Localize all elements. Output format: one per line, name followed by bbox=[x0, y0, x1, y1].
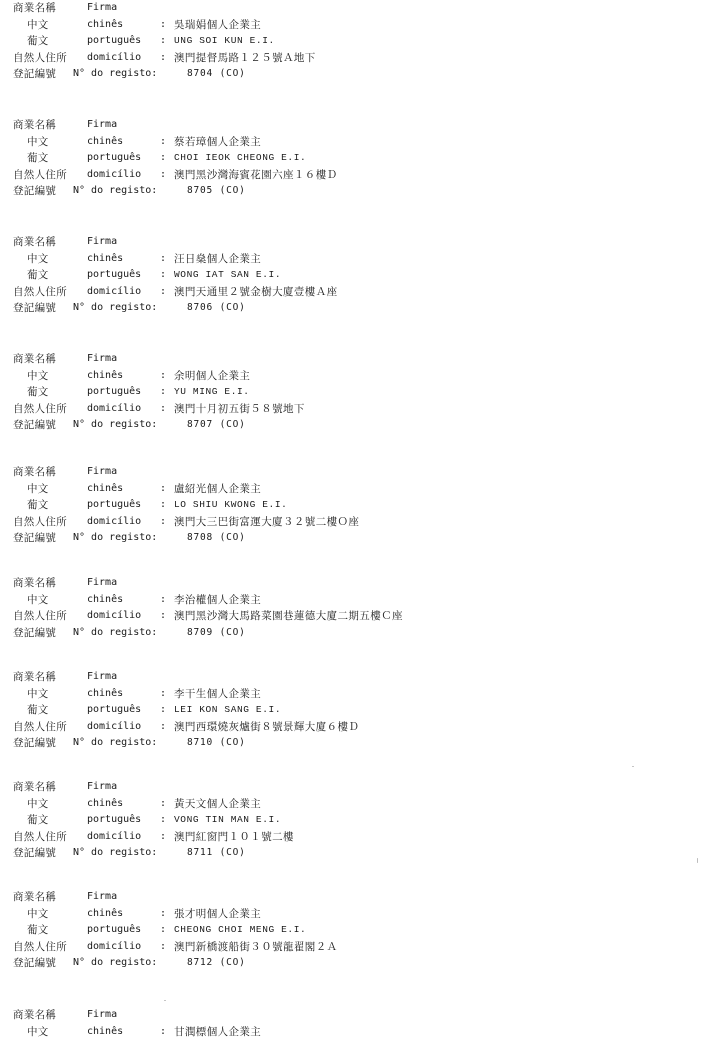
portuguese-name-value: CHOI IEOK CHEONG E.I. bbox=[174, 152, 307, 163]
registry-number: 8705 (CO) bbox=[187, 185, 246, 196]
chinese-name-value: 蔡若璋個人企業主 bbox=[174, 135, 262, 148]
registry-row bbox=[13, 417, 703, 434]
firm-label-zh: 商業名稱 bbox=[13, 781, 57, 793]
registry-number: 8712 (CO) bbox=[187, 957, 246, 968]
chinese-label-zh: 中文 bbox=[27, 797, 49, 810]
chinese-name-row bbox=[13, 592, 703, 609]
chinese-name-row bbox=[13, 17, 703, 34]
domicile-label-zh: 自然人住所 bbox=[13, 940, 67, 953]
domicile-row bbox=[13, 50, 703, 67]
colon: : bbox=[160, 369, 167, 381]
domicile-value: 澳門黑沙灣大馬路菜園巷蓮德大廈二期五樓Ｃ座 bbox=[174, 610, 403, 622]
domicile-label-zh: 自然人住所 bbox=[13, 515, 67, 528]
scan-speck bbox=[697, 858, 698, 863]
registry-entry bbox=[13, 351, 703, 434]
firm-label-pt: Firma bbox=[87, 236, 118, 247]
registry-number: 8707 (CO) bbox=[187, 419, 246, 430]
registry-label-pt: N° do registo: bbox=[73, 302, 158, 313]
domicile-value: 澳門十月初五街５８號地下 bbox=[174, 402, 305, 415]
registry-number: 8711 (CO) bbox=[187, 847, 246, 858]
domicile-label-pt: domicílio bbox=[87, 720, 142, 732]
colon: : bbox=[160, 482, 167, 494]
registry-entry bbox=[13, 669, 703, 752]
firm-label-zh: 商業名稱 bbox=[13, 353, 57, 365]
colon: : bbox=[160, 1025, 167, 1037]
chinese-name-value: 甘潤標個人企業主 bbox=[174, 1025, 262, 1038]
portuguese-name-row bbox=[13, 702, 703, 719]
domicile-value: 澳門紅窗門１０１號二樓 bbox=[174, 830, 294, 843]
colon: : bbox=[160, 35, 167, 46]
colon: : bbox=[160, 924, 167, 935]
registry-label-pt: N° do registo: bbox=[73, 737, 158, 748]
domicile-value: 澳門提督馬路１２５號Ａ地下 bbox=[174, 51, 316, 64]
chinese-label-pt: chinês bbox=[87, 482, 124, 494]
domicile-label-pt: domicílio bbox=[87, 830, 142, 842]
chinese-label-zh: 中文 bbox=[27, 18, 49, 31]
firm-header-row bbox=[13, 669, 703, 686]
domicile-row bbox=[13, 401, 703, 418]
portuguese-name-row bbox=[13, 812, 703, 829]
chinese-name-row bbox=[13, 134, 703, 151]
registry-entry bbox=[13, 234, 703, 317]
chinese-name-value: 吳瑞娟個人企業主 bbox=[174, 18, 262, 31]
firm-header-row bbox=[13, 117, 703, 134]
portuguese-name-row bbox=[13, 384, 703, 401]
chinese-label-pt: chinês bbox=[87, 135, 124, 147]
firm-label-pt: Firma bbox=[87, 781, 118, 792]
registry-entry bbox=[13, 779, 703, 862]
registry-entry bbox=[13, 575, 703, 641]
portuguese-name-row bbox=[13, 267, 703, 284]
firm-label-pt: Firma bbox=[87, 577, 118, 588]
registry-label-pt: N° do registo: bbox=[73, 419, 158, 430]
registry-label-pt: N° do registo: bbox=[73, 847, 158, 858]
colon: : bbox=[160, 499, 167, 510]
colon: : bbox=[160, 51, 167, 63]
registry-row bbox=[13, 183, 703, 200]
firm-header-row bbox=[13, 575, 703, 592]
chinese-name-row bbox=[13, 1024, 703, 1041]
domicile-label-pt: domicílio bbox=[87, 51, 142, 63]
chinese-label-zh: 中文 bbox=[27, 687, 49, 700]
portuguese-name-row bbox=[13, 922, 703, 939]
portuguese-label-pt: português bbox=[87, 269, 142, 280]
chinese-name-value: 李治權個人企業主 bbox=[174, 593, 262, 606]
registry-label-pt: N° do registo: bbox=[73, 957, 158, 968]
firm-header-row bbox=[13, 1007, 703, 1024]
chinese-name-value: 黃天文個人企業主 bbox=[174, 797, 262, 810]
firm-header-row bbox=[13, 234, 703, 251]
chinese-label-zh: 中文 bbox=[27, 593, 49, 606]
colon: : bbox=[160, 402, 167, 414]
chinese-name-row bbox=[13, 796, 703, 813]
registry-entry bbox=[13, 464, 703, 547]
colon: : bbox=[160, 152, 167, 163]
portuguese-name-value: CHEONG CHOI MENG E.I. bbox=[174, 924, 307, 935]
portuguese-label-zh: 葡文 bbox=[27, 35, 49, 47]
portuguese-label-pt: português bbox=[87, 152, 142, 163]
portuguese-label-zh: 葡文 bbox=[27, 924, 49, 936]
colon: : bbox=[160, 797, 167, 809]
domicile-value: 澳門新橋渡船街３０號龍翟閣２Ａ bbox=[174, 940, 338, 953]
portuguese-name-value: WONG IAT SAN E.I. bbox=[174, 269, 282, 280]
chinese-label-zh: 中文 bbox=[27, 369, 49, 382]
firm-header-row bbox=[13, 464, 703, 481]
domicile-label-zh: 自然人住所 bbox=[13, 285, 67, 298]
chinese-label-zh: 中文 bbox=[27, 1025, 49, 1038]
scan-speck bbox=[164, 1000, 166, 1001]
colon: : bbox=[160, 940, 167, 952]
chinese-name-value: 盧紹光個人企業主 bbox=[174, 482, 262, 495]
registry-row bbox=[13, 300, 703, 317]
chinese-label-zh: 中文 bbox=[27, 907, 49, 920]
registry-number: 8708 (CO) bbox=[187, 532, 246, 543]
domicile-label-pt: domicílio bbox=[87, 402, 142, 414]
portuguese-name-value: LO SHIU KWONG E.I. bbox=[174, 499, 288, 510]
portuguese-label-zh: 葡文 bbox=[27, 152, 49, 164]
domicile-row bbox=[13, 514, 703, 531]
portuguese-label-zh: 葡文 bbox=[27, 814, 49, 826]
domicile-row bbox=[13, 829, 703, 846]
domicile-row bbox=[13, 608, 703, 625]
portuguese-name-row bbox=[13, 33, 703, 50]
colon: : bbox=[160, 814, 167, 825]
firm-label-zh: 商業名稱 bbox=[13, 2, 57, 14]
domicile-label-zh: 自然人住所 bbox=[13, 830, 67, 843]
registry-entry bbox=[13, 1007, 703, 1040]
registry-entry bbox=[13, 889, 703, 972]
firm-label-zh: 商業名稱 bbox=[13, 891, 57, 903]
registry-row bbox=[13, 845, 703, 862]
firm-label-zh: 商業名稱 bbox=[13, 671, 57, 683]
portuguese-name-row bbox=[13, 497, 703, 514]
chinese-label-pt: chinês bbox=[87, 907, 124, 919]
registry-entry bbox=[13, 117, 703, 200]
colon: : bbox=[160, 18, 167, 30]
domicile-label-zh: 自然人住所 bbox=[13, 610, 67, 622]
chinese-name-row bbox=[13, 368, 703, 385]
colon: : bbox=[160, 515, 167, 527]
domicile-label-pt: domicílio bbox=[87, 285, 142, 297]
firm-label-pt: Firma bbox=[87, 119, 118, 130]
firm-label-zh: 商業名稱 bbox=[13, 236, 57, 248]
registry-number: 8706 (CO) bbox=[187, 302, 246, 313]
registry-label-zh: 登記編號 bbox=[13, 532, 57, 544]
domicile-value: 澳門大三巴街富運大廈３２號二樓Ｏ座 bbox=[174, 515, 360, 528]
domicile-value: 澳門天通里２號金樹大廈壹樓Ａ座 bbox=[174, 285, 338, 298]
domicile-label-zh: 自然人住所 bbox=[13, 51, 67, 64]
chinese-name-value: 汪日燊個人企業主 bbox=[174, 252, 262, 265]
firm-label-pt: Firma bbox=[87, 2, 118, 13]
colon: : bbox=[160, 704, 167, 715]
firm-label-pt: Firma bbox=[87, 353, 118, 364]
chinese-label-pt: chinês bbox=[87, 687, 124, 699]
registry-row bbox=[13, 955, 703, 972]
colon: : bbox=[160, 252, 167, 264]
firm-label-zh: 商業名稱 bbox=[13, 119, 57, 131]
registry-row bbox=[13, 66, 703, 83]
registry-label-zh: 登記編號 bbox=[13, 302, 57, 314]
domicile-row bbox=[13, 719, 703, 736]
colon: : bbox=[160, 135, 167, 147]
firm-label-zh: 商業名稱 bbox=[13, 1009, 57, 1021]
colon: : bbox=[160, 168, 167, 180]
chinese-label-pt: chinês bbox=[87, 593, 124, 605]
registry-label-zh: 登記編號 bbox=[13, 847, 57, 859]
domicile-label-pt: domicílio bbox=[87, 515, 142, 527]
chinese-name-value: 李干生個人企業主 bbox=[174, 687, 262, 700]
firm-label-zh: 商業名稱 bbox=[13, 466, 57, 478]
firm-label-pt: Firma bbox=[87, 1009, 118, 1020]
portuguese-label-zh: 葡文 bbox=[27, 386, 49, 398]
portuguese-label-zh: 葡文 bbox=[27, 499, 49, 511]
chinese-label-pt: chinês bbox=[87, 797, 124, 809]
firm-header-row bbox=[13, 0, 703, 17]
domicile-label-pt: domicílio bbox=[87, 168, 142, 180]
chinese-label-zh: 中文 bbox=[27, 482, 49, 495]
domicile-label-zh: 自然人住所 bbox=[13, 402, 67, 415]
portuguese-label-pt: português bbox=[87, 386, 142, 397]
chinese-name-row bbox=[13, 251, 703, 268]
colon: : bbox=[160, 386, 167, 397]
domicile-row bbox=[13, 167, 703, 184]
chinese-label-zh: 中文 bbox=[27, 252, 49, 265]
scan-speck bbox=[632, 766, 634, 767]
registry-row bbox=[13, 530, 703, 547]
registry-number: 8709 (CO) bbox=[187, 626, 246, 638]
registry-label-pt: N° do registo: bbox=[73, 626, 158, 638]
firm-header-row bbox=[13, 889, 703, 906]
firm-header-row bbox=[13, 351, 703, 368]
chinese-label-pt: chinês bbox=[87, 18, 124, 30]
colon: : bbox=[160, 269, 167, 280]
domicile-label-pt: domicílio bbox=[87, 940, 142, 952]
portuguese-name-value: YU MING E.I. bbox=[174, 386, 250, 397]
domicile-value: 澳門西環燒灰爐街８號景輝大廈６樓Ｄ bbox=[174, 720, 360, 733]
domicile-row bbox=[13, 939, 703, 956]
portuguese-label-zh: 葡文 bbox=[27, 704, 49, 716]
colon: : bbox=[160, 687, 167, 699]
colon: : bbox=[160, 907, 167, 919]
portuguese-label-pt: português bbox=[87, 704, 142, 715]
registry-entry bbox=[13, 0, 703, 83]
registry-label-pt: N° do registo: bbox=[73, 68, 158, 79]
colon: : bbox=[160, 720, 167, 732]
colon: : bbox=[160, 285, 167, 297]
registry-label-zh: 登記編號 bbox=[13, 68, 57, 80]
firm-label-zh: 商業名稱 bbox=[13, 577, 57, 589]
chinese-name-value: 張才明個人企業主 bbox=[174, 907, 262, 920]
registry-label-zh: 登記編號 bbox=[13, 957, 57, 969]
firm-label-pt: Firma bbox=[87, 671, 118, 682]
registry-number: 8710 (CO) bbox=[187, 737, 246, 748]
portuguese-label-pt: português bbox=[87, 499, 142, 510]
colon: : bbox=[160, 610, 167, 621]
chinese-name-row bbox=[13, 481, 703, 498]
chinese-name-row bbox=[13, 906, 703, 923]
chinese-name-row bbox=[13, 686, 703, 703]
domicile-label-zh: 自然人住所 bbox=[13, 168, 67, 181]
colon: : bbox=[160, 593, 167, 605]
chinese-label-zh: 中文 bbox=[27, 135, 49, 148]
registry-label-zh: 登記編號 bbox=[13, 737, 57, 749]
domicile-value: 澳門黑沙灣海賓花園六座１６樓Ｄ bbox=[174, 168, 338, 181]
chinese-label-pt: chinês bbox=[87, 1025, 124, 1037]
portuguese-label-pt: português bbox=[87, 924, 142, 935]
domicile-label-pt: domicílio bbox=[87, 610, 142, 621]
registry-label-pt: N° do registo: bbox=[73, 532, 158, 543]
firm-header-row bbox=[13, 779, 703, 796]
portuguese-label-pt: português bbox=[87, 35, 142, 46]
registry-label-zh: 登記編號 bbox=[13, 626, 57, 639]
portuguese-name-value: VONG TIN MAN E.I. bbox=[174, 814, 282, 825]
firm-label-pt: Firma bbox=[87, 466, 118, 477]
registry-label-pt: N° do registo: bbox=[73, 185, 158, 196]
registry-number: 8704 (CO) bbox=[187, 68, 246, 79]
chinese-label-pt: chinês bbox=[87, 369, 124, 381]
portuguese-name-row bbox=[13, 150, 703, 167]
chinese-label-pt: chinês bbox=[87, 252, 124, 264]
firm-label-pt: Firma bbox=[87, 891, 118, 902]
registry-label-zh: 登記編號 bbox=[13, 419, 57, 431]
portuguese-label-pt: português bbox=[87, 814, 142, 825]
domicile-row bbox=[13, 284, 703, 301]
registry-row bbox=[13, 735, 703, 752]
portuguese-name-value: LEI KON SANG E.I. bbox=[174, 704, 282, 715]
portuguese-name-value: UNG SOI KUN E.I. bbox=[174, 35, 275, 46]
portuguese-label-zh: 葡文 bbox=[27, 269, 49, 281]
registry-row bbox=[13, 625, 703, 642]
domicile-label-zh: 自然人住所 bbox=[13, 720, 67, 733]
registry-label-zh: 登記編號 bbox=[13, 185, 57, 197]
chinese-name-value: 余明個人企業主 bbox=[174, 369, 251, 382]
colon: : bbox=[160, 830, 167, 842]
